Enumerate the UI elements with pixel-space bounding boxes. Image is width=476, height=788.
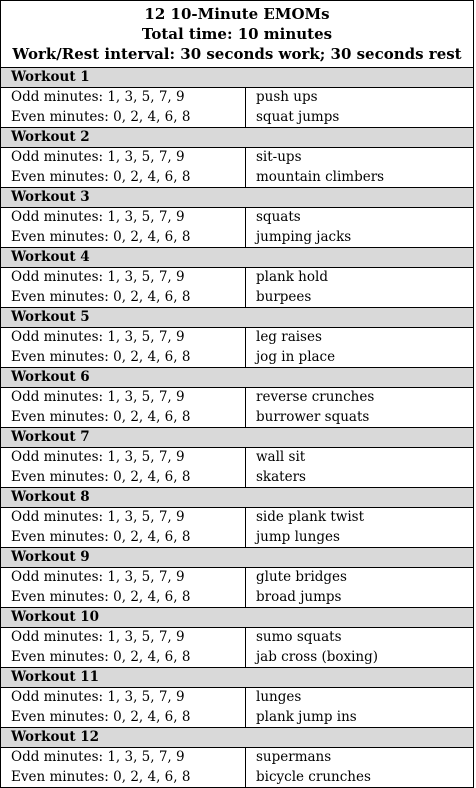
exercise-column	[246, 688, 473, 727]
workout-row	[1, 568, 473, 608]
exercise-column	[246, 568, 473, 607]
exercise-column	[246, 268, 473, 307]
workout-row	[1, 208, 473, 248]
minutes-column	[1, 328, 246, 367]
even-exercise: broad jumps	[256, 588, 342, 605]
exercise-column	[246, 508, 473, 547]
workout-title: Workout 2	[1, 128, 473, 148]
workout-row	[1, 88, 473, 128]
even-minutes-label: Even minutes: 0, 2, 4, 6, 8	[11, 348, 191, 365]
even-minutes-label: Even minutes: 0, 2, 4, 6, 8	[11, 468, 191, 485]
even-exercise: squat jumps	[256, 108, 340, 125]
odd-minutes-label: Odd minutes: 1, 3, 5, 7, 9	[11, 569, 185, 585]
workout-title: Workout 1	[1, 68, 473, 88]
workout-title: Workout 4	[1, 248, 473, 268]
workout-row	[1, 268, 473, 308]
even-exercise: jumping jacks	[256, 228, 352, 245]
minutes-column	[1, 388, 246, 427]
workout-title: Workout 6	[1, 368, 473, 388]
workout-row	[1, 388, 473, 428]
odd-minutes-label: Odd minutes: 1, 3, 5, 7, 9	[11, 629, 185, 645]
workout-title: Workout 10	[1, 608, 473, 628]
work-rest-interval: Work/Rest interval: 30 seconds work; 30 seconds rest	[12, 45, 462, 63]
even-minutes-label: Even minutes: 0, 2, 4, 6, 8	[11, 768, 191, 785]
odd-exercise: glute bridges	[256, 569, 347, 585]
minutes-column	[1, 208, 246, 247]
table-header	[1, 1, 473, 68]
odd-minutes-label: Odd minutes: 1, 3, 5, 7, 9	[11, 89, 185, 105]
workout-row	[1, 748, 473, 787]
odd-exercise: sumo squats	[256, 629, 342, 645]
even-minutes-label: Even minutes: 0, 2, 4, 6, 8	[11, 108, 191, 125]
workout-title: Workout 8	[1, 488, 473, 508]
workout-row	[1, 688, 473, 728]
exercise-column	[246, 328, 473, 367]
even-exercise: skaters	[256, 468, 306, 485]
even-minutes-label: Even minutes: 0, 2, 4, 6, 8	[11, 528, 191, 545]
minutes-column	[1, 88, 246, 127]
odd-exercise: leg raises	[256, 329, 322, 345]
even-exercise: mountain climbers	[256, 168, 385, 185]
odd-exercise: sit-ups	[256, 149, 302, 165]
odd-exercise: side plank twist	[256, 509, 364, 525]
workout-title: Workout 9	[1, 548, 473, 568]
odd-exercise: plank hold	[256, 269, 328, 285]
even-exercise: jump lunges	[256, 528, 340, 545]
even-exercise: bicycle crunches	[256, 768, 371, 785]
workout-title: Workout 11	[1, 668, 473, 688]
even-exercise: burpees	[256, 288, 312, 305]
even-exercise: jog in place	[256, 348, 336, 365]
even-exercise: burrower squats	[256, 408, 370, 425]
total-time: Total time: 10 minutes	[141, 25, 333, 43]
minutes-column	[1, 268, 246, 307]
odd-minutes-label: Odd minutes: 1, 3, 5, 7, 9	[11, 749, 185, 765]
odd-exercise: squats	[256, 209, 301, 225]
minutes-column	[1, 628, 246, 667]
even-minutes-label: Even minutes: 0, 2, 4, 6, 8	[11, 288, 191, 305]
workout-title: Workout 3	[1, 188, 473, 208]
odd-minutes-label: Odd minutes: 1, 3, 5, 7, 9	[11, 149, 185, 165]
workout-title: Workout 12	[1, 728, 473, 748]
minutes-column	[1, 748, 246, 787]
workout-row	[1, 328, 473, 368]
workout-row	[1, 448, 473, 488]
exercise-column	[246, 88, 473, 127]
odd-minutes-label: Odd minutes: 1, 3, 5, 7, 9	[11, 689, 185, 705]
exercise-column	[246, 388, 473, 427]
odd-exercise: reverse crunches	[256, 389, 375, 405]
odd-exercise: push ups	[256, 89, 318, 105]
minutes-column	[1, 688, 246, 727]
odd-minutes-label: Odd minutes: 1, 3, 5, 7, 9	[11, 449, 185, 465]
even-minutes-label: Even minutes: 0, 2, 4, 6, 8	[11, 228, 191, 245]
odd-exercise: supermans	[256, 749, 332, 765]
minutes-column	[1, 508, 246, 547]
exercise-column	[246, 748, 473, 787]
odd-minutes-label: Odd minutes: 1, 3, 5, 7, 9	[11, 269, 185, 285]
even-minutes-label: Even minutes: 0, 2, 4, 6, 8	[11, 588, 191, 605]
odd-minutes-label: Odd minutes: 1, 3, 5, 7, 9	[11, 209, 185, 225]
minutes-column	[1, 448, 246, 487]
workout-title: Workout 7	[1, 428, 473, 448]
exercise-column	[246, 148, 473, 187]
even-minutes-label: Even minutes: 0, 2, 4, 6, 8	[11, 648, 191, 665]
even-minutes-label: Even minutes: 0, 2, 4, 6, 8	[11, 708, 191, 725]
minutes-column	[1, 568, 246, 607]
exercise-column	[246, 208, 473, 247]
workout-title: Workout 5	[1, 308, 473, 328]
even-minutes-label: Even minutes: 0, 2, 4, 6, 8	[11, 408, 191, 425]
odd-exercise: lunges	[256, 689, 302, 705]
odd-minutes-label: Odd minutes: 1, 3, 5, 7, 9	[11, 509, 185, 525]
minutes-column	[1, 148, 246, 187]
workout-row	[1, 148, 473, 188]
exercise-column	[246, 448, 473, 487]
table-title: 12 10-Minute EMOMs	[144, 5, 330, 23]
odd-minutes-label: Odd minutes: 1, 3, 5, 7, 9	[11, 329, 185, 345]
even-exercise: jab cross (boxing)	[256, 648, 379, 665]
workout-list	[1, 68, 473, 787]
even-exercise: plank jump ins	[256, 708, 357, 725]
workout-row	[1, 508, 473, 548]
workout-row	[1, 628, 473, 668]
odd-exercise: wall sit	[256, 449, 306, 465]
exercise-column	[246, 628, 473, 667]
even-minutes-label: Even minutes: 0, 2, 4, 6, 8	[11, 168, 191, 185]
odd-minutes-label: Odd minutes: 1, 3, 5, 7, 9	[11, 389, 185, 405]
